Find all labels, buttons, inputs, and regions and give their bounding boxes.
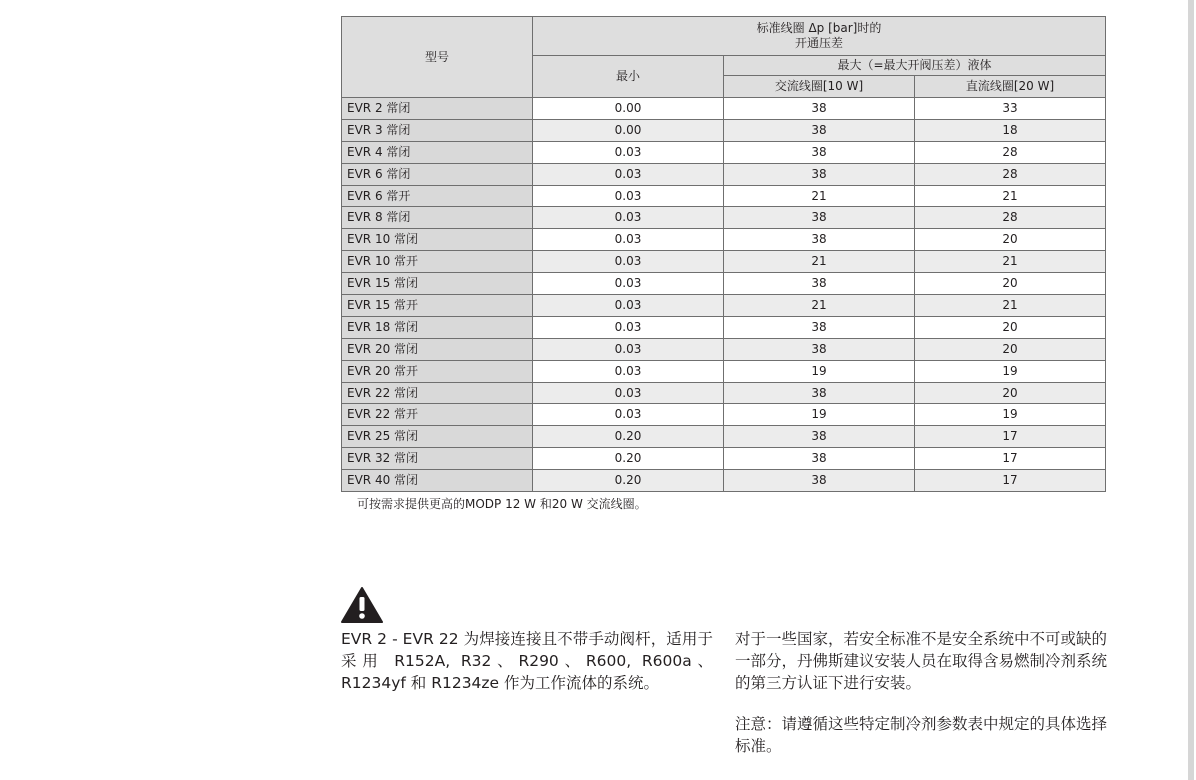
cell-min: 0.03 — [533, 295, 724, 317]
table-row — [342, 360, 1106, 382]
cell-min: 0.03 — [533, 185, 724, 207]
cell-model: EVR 40 常闭 — [342, 470, 533, 492]
cell-model: EVR 10 常闭 — [342, 229, 533, 251]
cell-ac: 38 — [724, 316, 915, 338]
table-row — [342, 426, 1106, 448]
warning-note-paragraph: 注意：请遵循这些特定制冷剂参数表中规定的具体选择标准。 — [735, 715, 1108, 755]
cell-min: 0.03 — [533, 338, 724, 360]
cell-dc: 17 — [915, 470, 1106, 492]
cell-dc: 33 — [915, 98, 1106, 120]
cell-ac: 38 — [724, 141, 915, 163]
cell-model: EVR 15 常开 — [342, 295, 533, 317]
cell-ac: 38 — [724, 207, 915, 229]
cell-dc: 20 — [915, 316, 1106, 338]
table-row — [342, 251, 1106, 273]
cell-model: EVR 18 常闭 — [342, 316, 533, 338]
table-row — [342, 470, 1106, 492]
table-row — [342, 185, 1106, 207]
cell-model: EVR 4 常闭 — [342, 141, 533, 163]
cell-dc: 21 — [915, 251, 1106, 273]
cell-ac: 38 — [724, 338, 915, 360]
header-pressure-group — [533, 17, 1106, 56]
cell-dc: 28 — [915, 141, 1106, 163]
header-model: 型号 — [342, 17, 533, 98]
cell-min: 0.20 — [533, 448, 724, 470]
cell-min: 0.03 — [533, 273, 724, 295]
table-body — [342, 98, 1106, 492]
cell-ac: 21 — [724, 185, 915, 207]
spec-table — [341, 16, 1106, 492]
cell-min: 0.03 — [533, 316, 724, 338]
table-row — [342, 207, 1106, 229]
cell-min: 0.20 — [533, 426, 724, 448]
table-row — [342, 295, 1106, 317]
table-row — [342, 316, 1106, 338]
cell-ac: 21 — [724, 251, 915, 273]
warning-text-right — [735, 628, 1107, 757]
cell-model: EVR 22 常开 — [342, 404, 533, 426]
cell-model: EVR 6 常闭 — [342, 163, 533, 185]
cell-min: 0.03 — [533, 207, 724, 229]
cell-min: 0.03 — [533, 360, 724, 382]
cell-model: EVR 10 常开 — [342, 251, 533, 273]
cell-dc: 21 — [915, 185, 1106, 207]
cell-ac: 38 — [724, 98, 915, 120]
table-row — [342, 229, 1106, 251]
cell-min: 0.03 — [533, 141, 724, 163]
cell-model: EVR 20 常开 — [342, 360, 533, 382]
table-row — [342, 338, 1106, 360]
cell-ac: 38 — [724, 470, 915, 492]
cell-model: EVR 15 常闭 — [342, 273, 533, 295]
cell-ac: 38 — [724, 273, 915, 295]
cell-min: 0.03 — [533, 382, 724, 404]
cell-dc: 21 — [915, 295, 1106, 317]
cell-ac: 38 — [724, 119, 915, 141]
warning-text-left — [341, 628, 713, 694]
page-edge-rule — [1188, 0, 1194, 780]
table-row — [342, 448, 1106, 470]
cell-dc: 20 — [915, 338, 1106, 360]
header-ac-coil: 交流线圈[10 W] — [724, 76, 915, 98]
cell-model: EVR 6 常开 — [342, 185, 533, 207]
cell-ac: 21 — [724, 295, 915, 317]
cell-ac: 38 — [724, 448, 915, 470]
header-dc-coil: 直流线圈[20 W] — [915, 76, 1106, 98]
cell-model: EVR 3 常闭 — [342, 119, 533, 141]
table-row — [342, 141, 1106, 163]
table-row — [342, 404, 1106, 426]
table-footnote: 可按需求提供更高的MODP 12 W 和20 W 交流线圈。 — [357, 497, 647, 511]
table-row — [342, 382, 1106, 404]
cell-dc: 20 — [915, 273, 1106, 295]
header-max: 最大（=最大开阀压差）液体 — [724, 56, 1106, 76]
table-row — [342, 98, 1106, 120]
cell-dc: 17 — [915, 426, 1106, 448]
table-row — [342, 163, 1106, 185]
cell-ac: 19 — [724, 404, 915, 426]
cell-dc: 28 — [915, 207, 1106, 229]
cell-model: EVR 20 常闭 — [342, 338, 533, 360]
cell-dc: 19 — [915, 404, 1106, 426]
cell-model: EVR 2 常闭 — [342, 98, 533, 120]
cell-model: EVR 32 常闭 — [342, 448, 533, 470]
cell-min: 0.03 — [533, 404, 724, 426]
cell-min: 0.03 — [533, 251, 724, 273]
warning-triangle-icon — [341, 586, 383, 624]
table-row — [342, 119, 1106, 141]
cell-min: 0.03 — [533, 163, 724, 185]
cell-min: 0.03 — [533, 229, 724, 251]
cell-dc: 17 — [915, 448, 1106, 470]
cell-ac: 38 — [724, 163, 915, 185]
warning-left-paragraph: EVR 2 - EVR 22 为焊接连接且不带手动阀杆，适用于采用 R152A, R32、R290、R600, R600a、R1234yf 和 R1234ze 作为工作流体的系统。 — [341, 630, 713, 692]
cell-dc: 19 — [915, 360, 1106, 382]
warning-right-paragraph: 对于一些国家，若安全标准不是安全系统中不可或缺的一部分，丹佛斯建议安装人员在取得含易燃制冷剂系统的第三方认证下进行安装。 — [735, 630, 1108, 692]
cell-ac: 19 — [724, 360, 915, 382]
cell-min: 0.00 — [533, 98, 724, 120]
cell-ac: 38 — [724, 229, 915, 251]
header-group-line2: 开通压差 — [795, 36, 844, 50]
table-row — [342, 273, 1106, 295]
cell-min: 0.20 — [533, 470, 724, 492]
cell-dc: 20 — [915, 382, 1106, 404]
cell-dc: 18 — [915, 119, 1106, 141]
cell-dc: 28 — [915, 163, 1106, 185]
header-group-line1: 标准线圈 Δp [bar]时的 — [756, 21, 882, 35]
cell-ac: 38 — [724, 426, 915, 448]
cell-min: 0.00 — [533, 119, 724, 141]
cell-model: EVR 25 常闭 — [342, 426, 533, 448]
cell-model: EVR 8 常闭 — [342, 207, 533, 229]
cell-dc: 20 — [915, 229, 1106, 251]
cell-model: EVR 22 常闭 — [342, 382, 533, 404]
header-min: 最小 — [533, 56, 724, 98]
cell-ac: 38 — [724, 382, 915, 404]
